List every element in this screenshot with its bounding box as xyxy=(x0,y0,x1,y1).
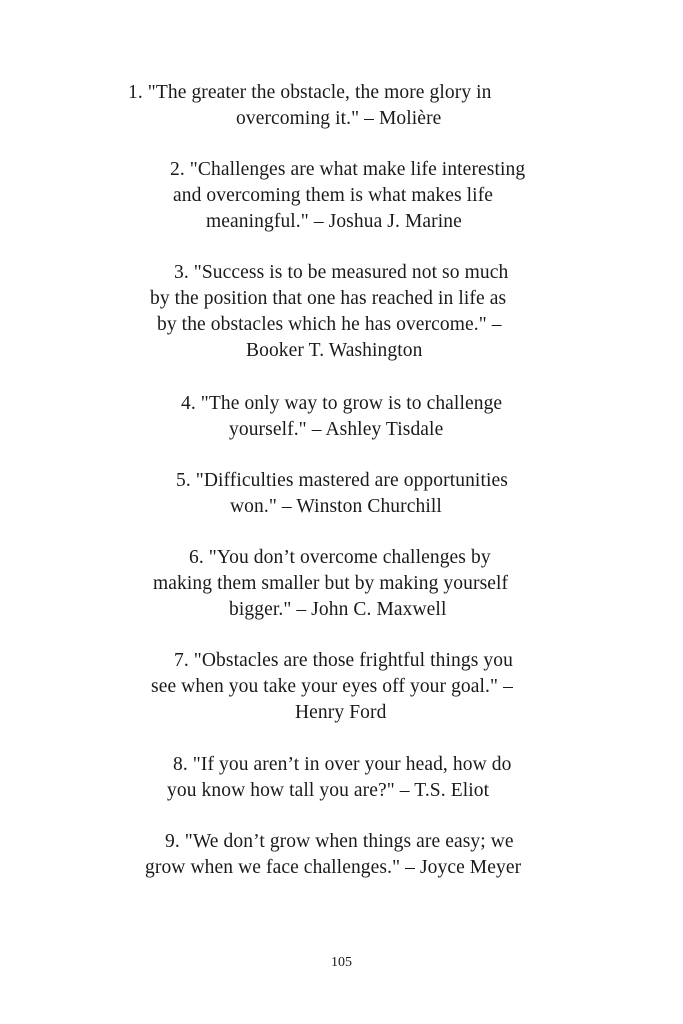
quote-1 xyxy=(128,80,492,132)
quote-3 xyxy=(150,260,508,364)
quote-line: by the obstacles which he has overcome." – xyxy=(157,314,502,335)
quote-line: 6. "You don’t overcome challenges by xyxy=(189,547,491,568)
quote-line: by the position that one has reached in life as xyxy=(150,288,507,309)
quote-line: won." – Winston Churchill xyxy=(230,496,442,517)
quote-7 xyxy=(151,648,513,726)
quote-line: see when you take your eyes off your goal." – xyxy=(151,676,513,697)
quote-line: 1. "The greater the obstacle, the more glory in xyxy=(128,82,492,103)
quote-8 xyxy=(167,752,511,804)
quote-9 xyxy=(145,829,521,881)
quote-line: 7. "Obstacles are those frightful things you xyxy=(174,650,513,671)
quote-line: you know how tall you are?" – T.S. Eliot xyxy=(167,780,490,801)
quote-line: 8. "If you aren’t in over your head, how do xyxy=(173,754,512,775)
quote-line: 3. "Success is to be measured not so much xyxy=(174,262,509,283)
quote-4 xyxy=(181,391,502,443)
quote-line: bigger." – John C. Maxwell xyxy=(229,599,447,620)
quote-6 xyxy=(153,545,508,623)
quote-line: 9. "We don’t grow when things are easy; we xyxy=(165,831,514,852)
quote-line: Henry Ford xyxy=(295,702,387,723)
quote-line: grow when we face challenges." – Joyce Meyer xyxy=(145,857,522,878)
quote-line: Booker T. Washington xyxy=(246,340,423,361)
quote-line: making them smaller but by making yourself xyxy=(153,573,509,594)
quote-line: yourself." – Ashley Tisdale xyxy=(229,419,444,440)
quote-2 xyxy=(170,157,525,235)
quote-line: 5. "Difficulties mastered are opportunities xyxy=(176,470,508,491)
quote-line: 4. "The only way to grow is to challenge xyxy=(181,393,503,414)
quote-5 xyxy=(176,468,508,520)
quote-line: 2. "Challenges are what make life interesting xyxy=(170,159,526,180)
quote-line: overcoming it." – Molière xyxy=(236,108,442,129)
page-number: 105 xyxy=(331,955,352,970)
quote-line: meaningful." – Joshua J. Marine xyxy=(206,211,462,232)
quote-line: and overcoming them is what makes life xyxy=(173,185,494,206)
